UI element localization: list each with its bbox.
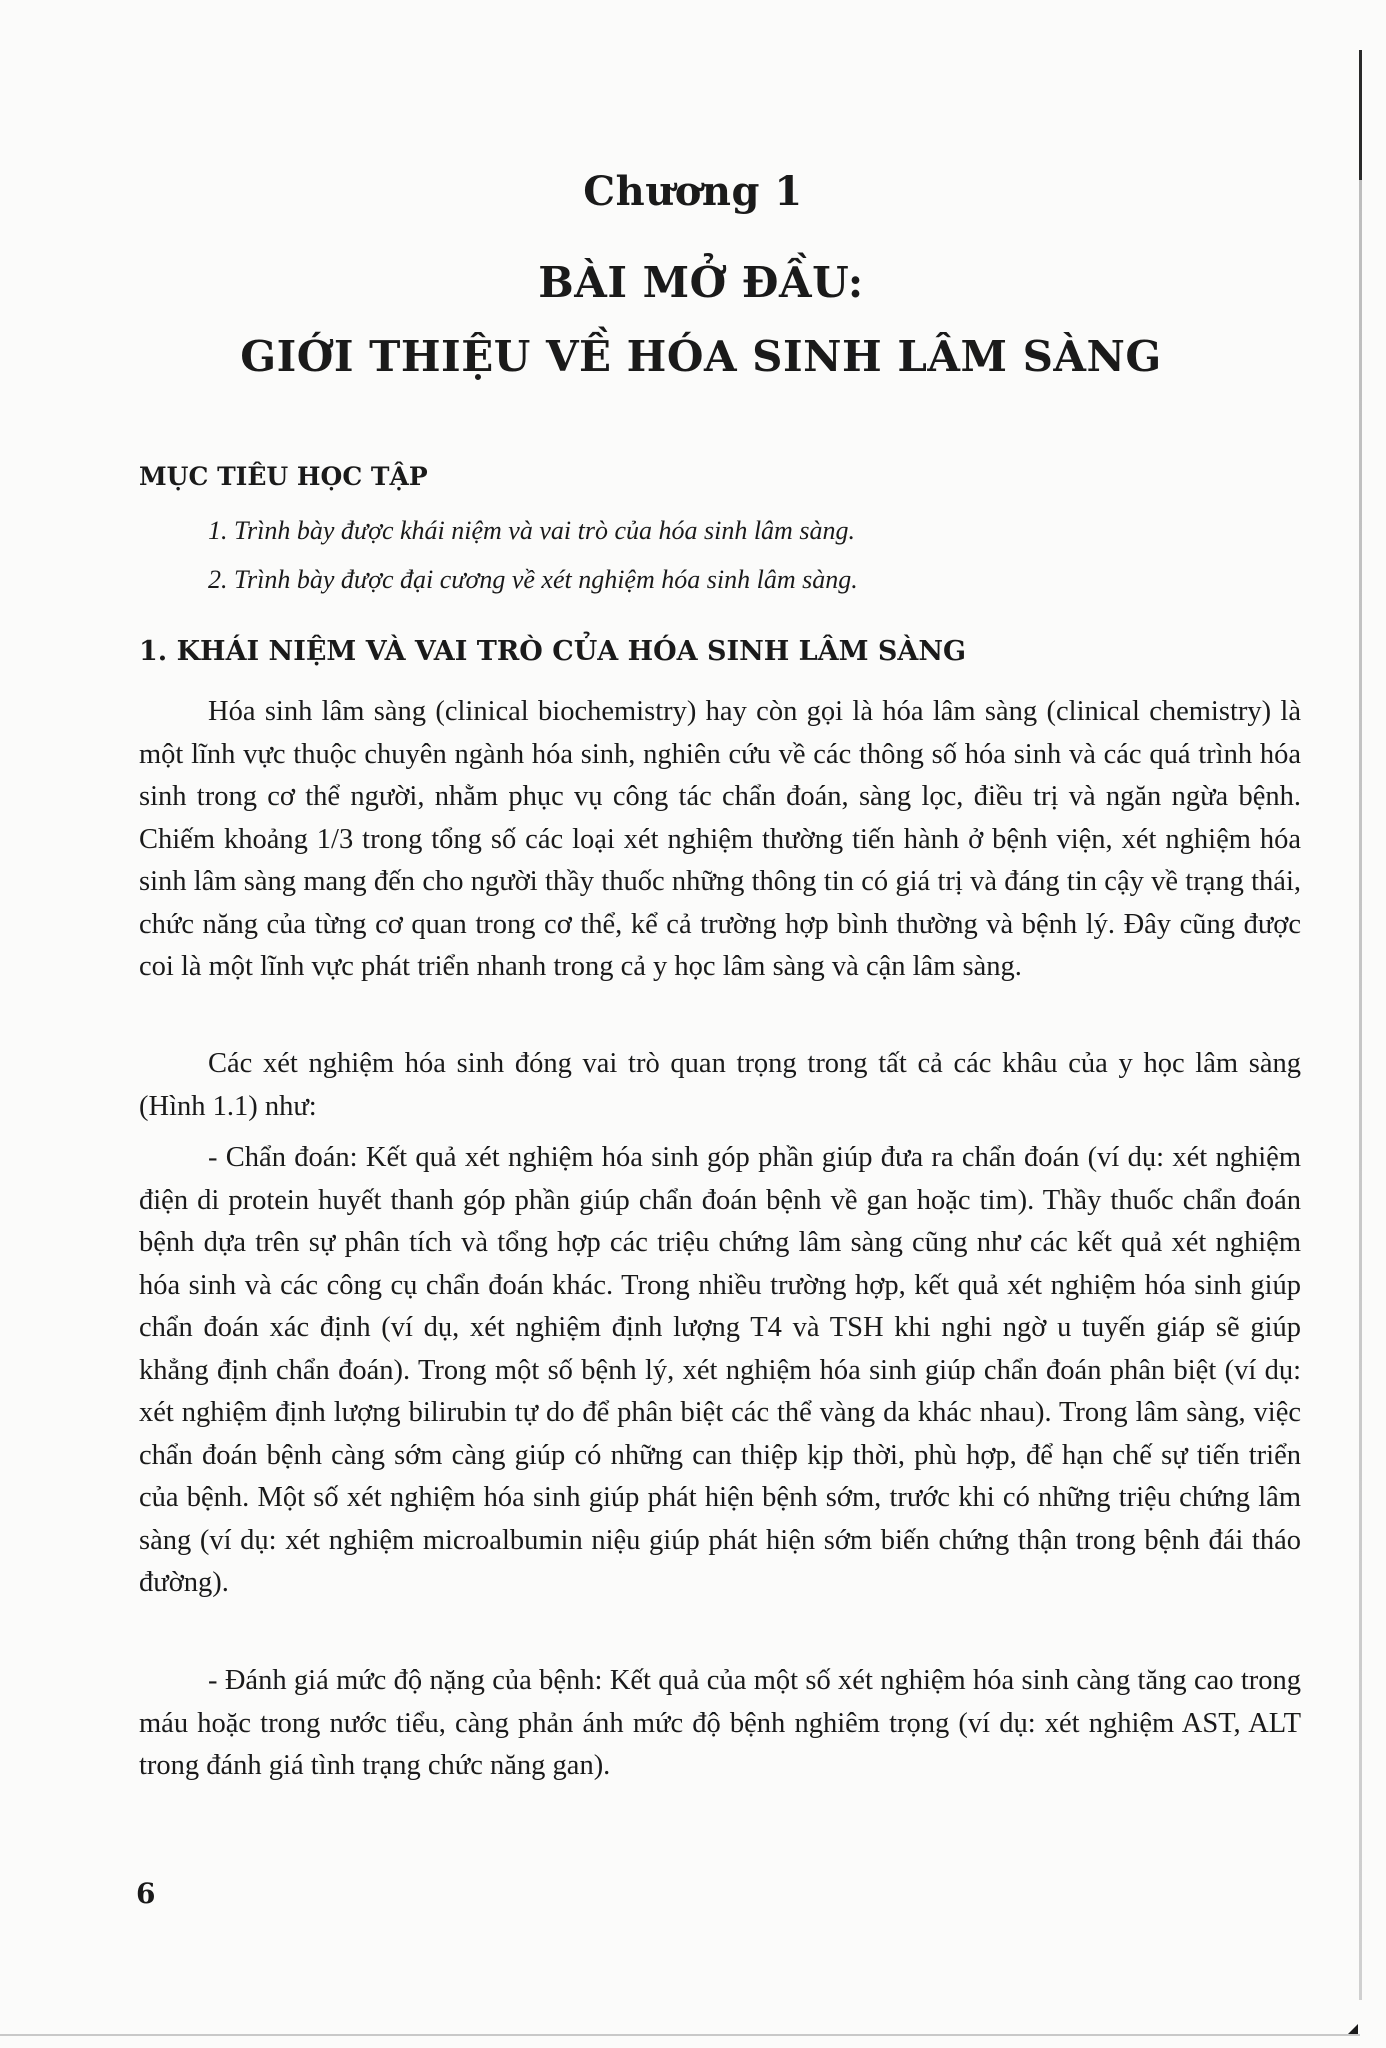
corner-mark [1348,2024,1358,2034]
chapter-title-line-2: GIỚI THIỆU VỀ HÓA SINH LÂM SÀNG [240,332,1162,381]
paragraph-diagnosis: - Chẩn đoán: Kết quả xét nghiệm hóa sinh góp phần giúp đưa ra chẩn đoán (ví dụ: xét nghiệm điện di protein huyết thanh góp phần giúp chẩn đoán bệnh về gan hoặc tim). Thầy thuốc chẩn đoán bệnh dựa trên sự phân tích và tổng hợp các triệu chứng lâm sàng cũng như các kết quả xét nghiệm hóa sinh và các công cụ chẩn đoán khác. Trong nhiều trường hợp, kết quả xét nghiệm hóa sinh giúp chẩn đoán xác định (ví dụ, xét nghiệm định lượng T4 và TSH khi nghi ngờ u tuyến giáp sẽ giúp khẳng định chẩn đoán). Trong một số bệnh lý, xét nghiệm hóa sinh giúp chẩn đoán phân biệt (ví dụ: xét nghiệm định lượng bilirubin tự do để phân biệt các thể vàng da khác nhau). Trong lâm sàng, việc chẩn đoán bệnh càng sớm càng giúp có những can thiệp kịp thời, phù hợp, để hạn chế sự tiến triển của bệnh. Một số xét nghiệm hóa sinh giúp phát hiện bệnh sớm, trước khi có những triệu chứng lâm sàng (ví dụ: xét nghiệm microalbumin niệu giúp phát hiện sớm biến chứng thận trong bệnh đái tháo đường). [139,1142,1301,1598]
page-edge-bottom [0,2034,1360,2036]
paragraph-roles-intro: Các xét nghiệm hóa sinh đóng vai trò quan trọng trong tất cả các khâu của y học lâm sàng (Hình 1.1) như: [139,1048,1301,1122]
objective-item-1: 1. Trình bày được khái niệm và vai trò của hóa sinh lâm sàng. [208,516,855,545]
paragraph-severity: - Đánh giá mức độ nặng của bệnh: Kết quả của một số xét nghiệm hóa sinh càng tăng cao trong máu hoặc trong nước tiểu, càng phản ánh mức độ bệnh nghiêm trọng (ví dụ: xét nghiệm AST, ALT trong đánh giá tình trạng chức năng gan). [139,1665,1301,1781]
objectives-heading: MỤC TIÊU HỌC TẬP [139,462,428,491]
page-number: 6 [136,1877,156,1910]
paragraph-definition: Hóa sinh lâm sàng (clinical biochemistry) hay còn gọi là hóa lâm sàng (clinical chemistry) là một lĩnh vực thuộc chuyên ngành hóa sinh, nghiên cứu về các thông số hóa sinh và các quá trình hóa sinh trong cơ thể người, nhằm phục vụ công tác chẩn đoán, sàng lọc, điều trị và ngăn ngừa bệnh. Chiếm khoảng 1/3 trong tổng số các loại xét nghiệm thường tiến hành ở bệnh viện, xét nghiệm hóa sinh lâm sàng mang đến cho người thầy thuốc những thông tin có giá trị và đáng tin cậy về trạng thái, chức năng của từng cơ quan trong cơ thể, kể cả trường hợp bình thường và bệnh lý. Đây cũng được coi là một lĩnh vực phát triển nhanh trong cả y học lâm sàng và cận lâm sàng. [139,696,1301,982]
objective-item-2: 2. Trình bày được đại cương về xét nghiệm hóa sinh lâm sàng. [208,565,858,594]
chapter-label: Chương 1 [583,168,803,215]
section-heading: 1. KHÁI NIỆM VÀ VAI TRÒ CỦA HÓA SINH LÂM SÀNG [139,636,967,667]
chapter-title-line-1: BÀI MỞ ĐẦU: [538,258,864,307]
